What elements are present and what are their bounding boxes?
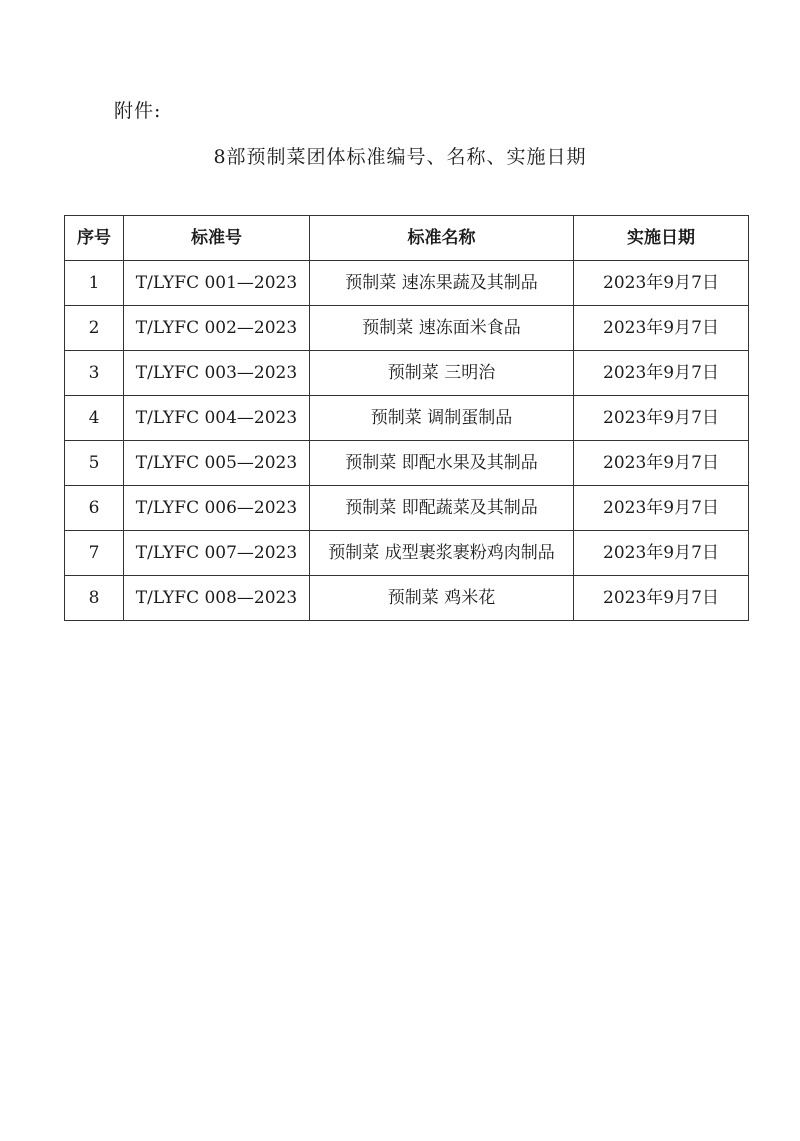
attachment-label: 附件: [114, 100, 162, 122]
cell-standard-code: T/LYFC 004—2023 [124, 396, 310, 441]
cell-standard-code: T/LYFC 002—2023 [124, 306, 310, 351]
cell-serial-number: 6 [65, 486, 124, 531]
cell-effective-date: 2023年9月7日 [574, 441, 749, 486]
cell-standard-code: T/LYFC 001—2023 [124, 261, 310, 306]
cell-effective-date: 2023年9月7日 [574, 351, 749, 396]
cell-effective-date: 2023年9月7日 [574, 531, 749, 576]
standards-table [64, 215, 749, 621]
cell-standard-name: 预制菜 三明治 [310, 351, 574, 396]
header-standard-code: 标准号 [124, 216, 310, 261]
cell-standard-name: 预制菜 成型裹浆裹粉鸡肉制品 [310, 531, 574, 576]
header-serial-number: 序号 [65, 216, 124, 261]
cell-effective-date: 2023年9月7日 [574, 396, 749, 441]
document-title: 8部预制菜团体标准编号、名称、实施日期 [213, 146, 587, 168]
table-row [65, 576, 749, 621]
cell-effective-date: 2023年9月7日 [574, 576, 749, 621]
table-row [65, 261, 749, 306]
cell-serial-number: 8 [65, 576, 124, 621]
cell-effective-date: 2023年9月7日 [574, 486, 749, 531]
table-row [65, 531, 749, 576]
table-row [65, 351, 749, 396]
cell-standard-name: 预制菜 即配水果及其制品 [310, 441, 574, 486]
cell-serial-number: 1 [65, 261, 124, 306]
cell-standard-code: T/LYFC 005—2023 [124, 441, 310, 486]
cell-standard-code: T/LYFC 006—2023 [124, 486, 310, 531]
cell-serial-number: 3 [65, 351, 124, 396]
cell-standard-name: 预制菜 调制蛋制品 [310, 396, 574, 441]
table-row [65, 441, 749, 486]
table-row [65, 486, 749, 531]
cell-standard-code: T/LYFC 008—2023 [124, 576, 310, 621]
cell-serial-number: 7 [65, 531, 124, 576]
cell-standard-code: T/LYFC 003—2023 [124, 351, 310, 396]
cell-standard-name: 预制菜 速冻面米食品 [310, 306, 574, 351]
cell-serial-number: 4 [65, 396, 124, 441]
header-standard-name: 标准名称 [310, 216, 574, 261]
cell-standard-name: 预制菜 即配蔬菜及其制品 [310, 486, 574, 531]
cell-standard-name: 预制菜 鸡米花 [310, 576, 574, 621]
table-header-row [65, 216, 749, 261]
cell-effective-date: 2023年9月7日 [574, 306, 749, 351]
cell-serial-number: 5 [65, 441, 124, 486]
header-effective-date: 实施日期 [574, 216, 749, 261]
table-row [65, 306, 749, 351]
table-row [65, 396, 749, 441]
cell-standard-code: T/LYFC 007—2023 [124, 531, 310, 576]
cell-standard-name: 预制菜 速冻果蔬及其制品 [310, 261, 574, 306]
cell-effective-date: 2023年9月7日 [574, 261, 749, 306]
cell-serial-number: 2 [65, 306, 124, 351]
